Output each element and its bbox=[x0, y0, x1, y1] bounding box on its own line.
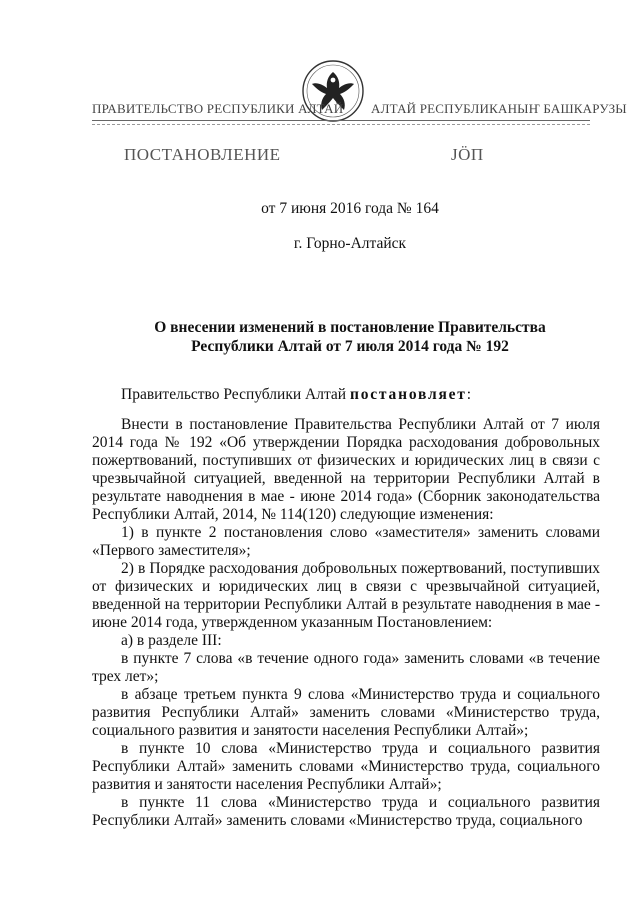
paragraph: в абзаце третьем пункта 9 слова «Министерство труда и социального развития Республики Алтай» заменить словами «Министерство труда, социального развития и занятости населения Республики Алтай»; bbox=[92, 686, 600, 739]
header-divider-dashed bbox=[92, 124, 590, 125]
paragraph: 2) в Порядке расходования добровольных пожертвований, поступивших от физических и юридических лиц в связи с чрезвычайной ситуацией, введенной на территории Республики Алтай в результате наводнения в мае - июне 2014 года, утвержденном указанным Постановлением: bbox=[92, 560, 600, 631]
intro-text: Правительство Республики Алтай bbox=[121, 386, 350, 403]
paragraph: в пункте 7 слова «в течение одного года» заменить словами «в течение трех лет»; bbox=[92, 650, 600, 685]
title-line-2: Республики Алтай от 7 июля 2014 года № 192 bbox=[191, 338, 509, 355]
paragraph: а) в разделе III: bbox=[121, 632, 222, 649]
doc-type-left: ПОСТАНОВЛЕНИЕ bbox=[124, 145, 281, 164]
document-title bbox=[30, 318, 640, 356]
date-line: от 7 июня 2016 года № 164 bbox=[261, 200, 439, 217]
header-right-government-name: АЛТАЙ РЕСПУБЛИКАНЫҤ БАШКАРУЗЫ bbox=[371, 101, 627, 116]
header-left-government-name: ПРАВИТЕЛЬСТВО РЕСПУБЛИКИ АЛТАЙ bbox=[92, 101, 344, 116]
document-body bbox=[92, 416, 600, 830]
header-divider bbox=[92, 120, 590, 121]
title-line-1: О внесении изменений в постановление Правительства bbox=[154, 319, 546, 336]
city-line: г. Горно-Алтайск bbox=[293, 235, 407, 252]
doc-type-right: ЈÖП bbox=[451, 145, 484, 164]
paragraph: Внести в постановление Правительства Республики Алтай от 7 июля 2014 года № 192 «Об утверждении Порядка расходования добровольных пожертвований, поступивших от физических и юридических лиц в связи с чрезвычайной ситуацией, введенной на территории Республики Алтай в результате наводнения в мае - июне 2014 года» (Сборник законодательства Республики Алтай, 2014, № 114(120) следующие изменения: bbox=[92, 416, 600, 523]
intro-decree-word: постановляет bbox=[349, 386, 467, 403]
intro-line bbox=[121, 386, 471, 404]
intro-colon: : bbox=[466, 386, 472, 403]
paragraph: 1) в пункте 2 постановления слово «заместителя» заменить словами «Первого заместителя»; bbox=[92, 524, 600, 559]
paragraph: в пункте 10 слова «Министерство труда и социального развития Республики Алтай» заменить словами «Министерство труда, социального развития и занятости населения Республики Алтай»; bbox=[92, 740, 600, 793]
paragraph: в пункте 11 слова «Министерство труда и социального развития Республики Алтай» заменить словами «Министерство труда, социального bbox=[92, 794, 600, 829]
